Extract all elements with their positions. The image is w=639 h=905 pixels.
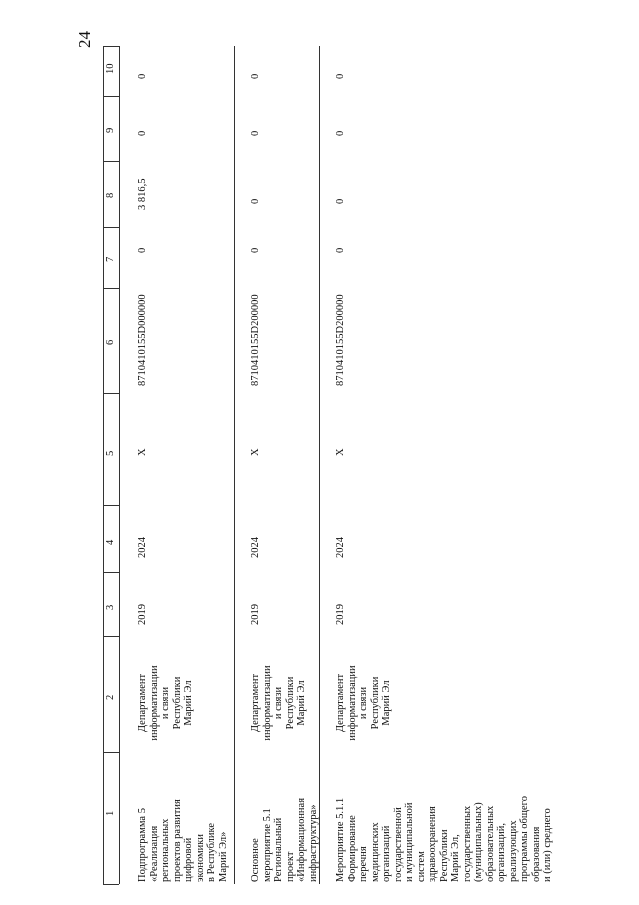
row-2-name-line: мероприятие 5.1 [261,808,273,882]
row-2-start-year: 2019 [250,604,261,625]
header-row-border [119,46,120,884]
row-1-name-line: экономики [194,834,206,882]
column-header-6: 6 [105,339,116,345]
row-2-name [250,747,319,882]
column-border [103,288,119,289]
row-3-start-year: 2019 [335,604,346,625]
row-1-border [234,46,235,884]
row-1-start-year: 2019 [137,604,148,625]
row-1-col8: 3 816,5 [137,178,148,210]
row-2-col10: 0 [250,73,261,79]
table-border-top [103,46,104,884]
row-3-name-line: Марий Эл, [450,834,461,882]
column-border [103,572,119,573]
row-2-name-line: Основное [250,838,261,882]
row-2-border [319,46,320,884]
row-2-name-line: «Информационная [296,797,307,882]
row-2-executor-line: информатизации [261,665,273,741]
row-2-col8: 0 [250,198,261,204]
row-1-col9: 0 [137,130,148,136]
column-header-3: 3 [105,604,116,610]
row-3-name-line: здравоохранения [427,806,438,882]
row-3-budget-code: 8710410155D200000 [335,294,346,386]
column-border [103,96,119,97]
row-3-name-line: систем [415,851,427,882]
row-2-name-line: инфраструктура» [307,804,319,882]
row-1-executor-line: Марий Эл [183,680,194,726]
row-3-name-line: перечня [358,846,369,882]
row-1-executor [137,658,195,748]
row-3-name-line: Формирование [346,815,358,882]
row-1-name-line: Подпрограмма 5 [137,808,148,882]
column-border [103,505,119,506]
column-border [103,636,119,637]
row-1-budget-code: 8710410155D000000 [137,294,148,386]
row-1-name [137,747,229,882]
column-header-2: 2 [105,694,116,700]
row-3-executor-line: информатизации [346,665,358,741]
column-header-10: 10 [105,63,116,74]
row-3-name-line: организаций [381,825,392,882]
row-3-col8: 0 [335,198,346,204]
row-2-end-year: 2024 [250,537,261,558]
row-2-col9: 0 [250,130,261,136]
column-border [103,161,119,162]
column-border [103,752,119,753]
row-3-executor-line: Марий Эл [381,680,392,726]
row-3-name-line: Мероприятие 5.1.1 [335,797,346,882]
row-3-name-line: реализующих [507,820,519,882]
row-1-executor-line: информатизации [148,665,160,741]
row-2-executor-line: и связи [273,686,284,720]
row-3-executor-line: Департамент [335,673,346,733]
column-header-5: 5 [105,450,116,456]
row-1-name-line: «Реализация [148,825,160,882]
column-header-4: 4 [105,539,116,545]
row-3-name-line: образовательных [484,805,496,882]
row-1-col10: 0 [137,73,148,79]
row-3-name [335,747,554,882]
row-3-col5: Х [335,448,346,456]
row-1-name-line: в Республике [206,822,217,882]
row-2-budget-code: 8710410155D200000 [250,294,261,386]
row-3-name-line: государственной [392,807,404,882]
row-3-executor-line: и связи [358,686,369,720]
column-border [103,46,119,47]
column-border [103,884,119,885]
row-2-col5: Х [250,448,261,456]
row-3-name-line: организаций, [496,823,507,882]
row-2-executor-line: Департамент [250,673,261,733]
column-border [103,227,119,228]
row-3-name-line: (муниципальных) [473,802,484,882]
row-2-col7: 0 [250,247,261,253]
row-2-executor-line: Марий Эл [296,680,307,726]
row-1-col7: 0 [137,247,148,253]
row-1-name-line: проектов развития [171,799,183,882]
row-3-name-line: программы общего [519,796,530,882]
row-3-executor-line: Республики [369,676,381,730]
row-3-col9: 0 [335,130,346,136]
page-number: 24 [75,31,94,48]
row-3-name-line: образования [530,826,542,882]
row-2-executor-line: Республики [284,676,296,730]
row-1-col5: Х [137,448,148,456]
row-1-end-year: 2024 [137,537,148,558]
row-3-name-line: Республики [438,829,450,882]
row-3-executor [335,658,393,748]
row-1-executor-line: Республики [171,676,183,730]
row-3-col10: 0 [335,73,346,79]
row-3-name-line: и (или) среднего [542,808,553,882]
row-1-name-line: региональных [160,818,171,882]
row-3-name-line: и муниципальной [404,802,415,882]
row-1-executor-line: и связи [160,686,171,720]
row-3-col7: 0 [335,247,346,253]
column-border [103,393,119,394]
column-header-9: 9 [105,127,116,133]
row-2-executor [250,658,308,748]
row-2-name-line: Региональный [273,817,284,882]
column-header-8: 8 [105,192,116,198]
row-1-name-line: Марий Эл» [217,831,229,882]
column-header-1: 1 [105,810,116,816]
column-header-7: 7 [105,256,116,262]
row-3-name-line: медицинских [369,822,381,882]
row-1-executor-line: Департамент [137,673,148,733]
row-3-name-line: государственных [461,805,473,882]
row-3-end-year: 2024 [335,537,346,558]
row-2-name-line: проект [284,851,296,882]
row-1-name-line: цифровой [183,837,194,882]
